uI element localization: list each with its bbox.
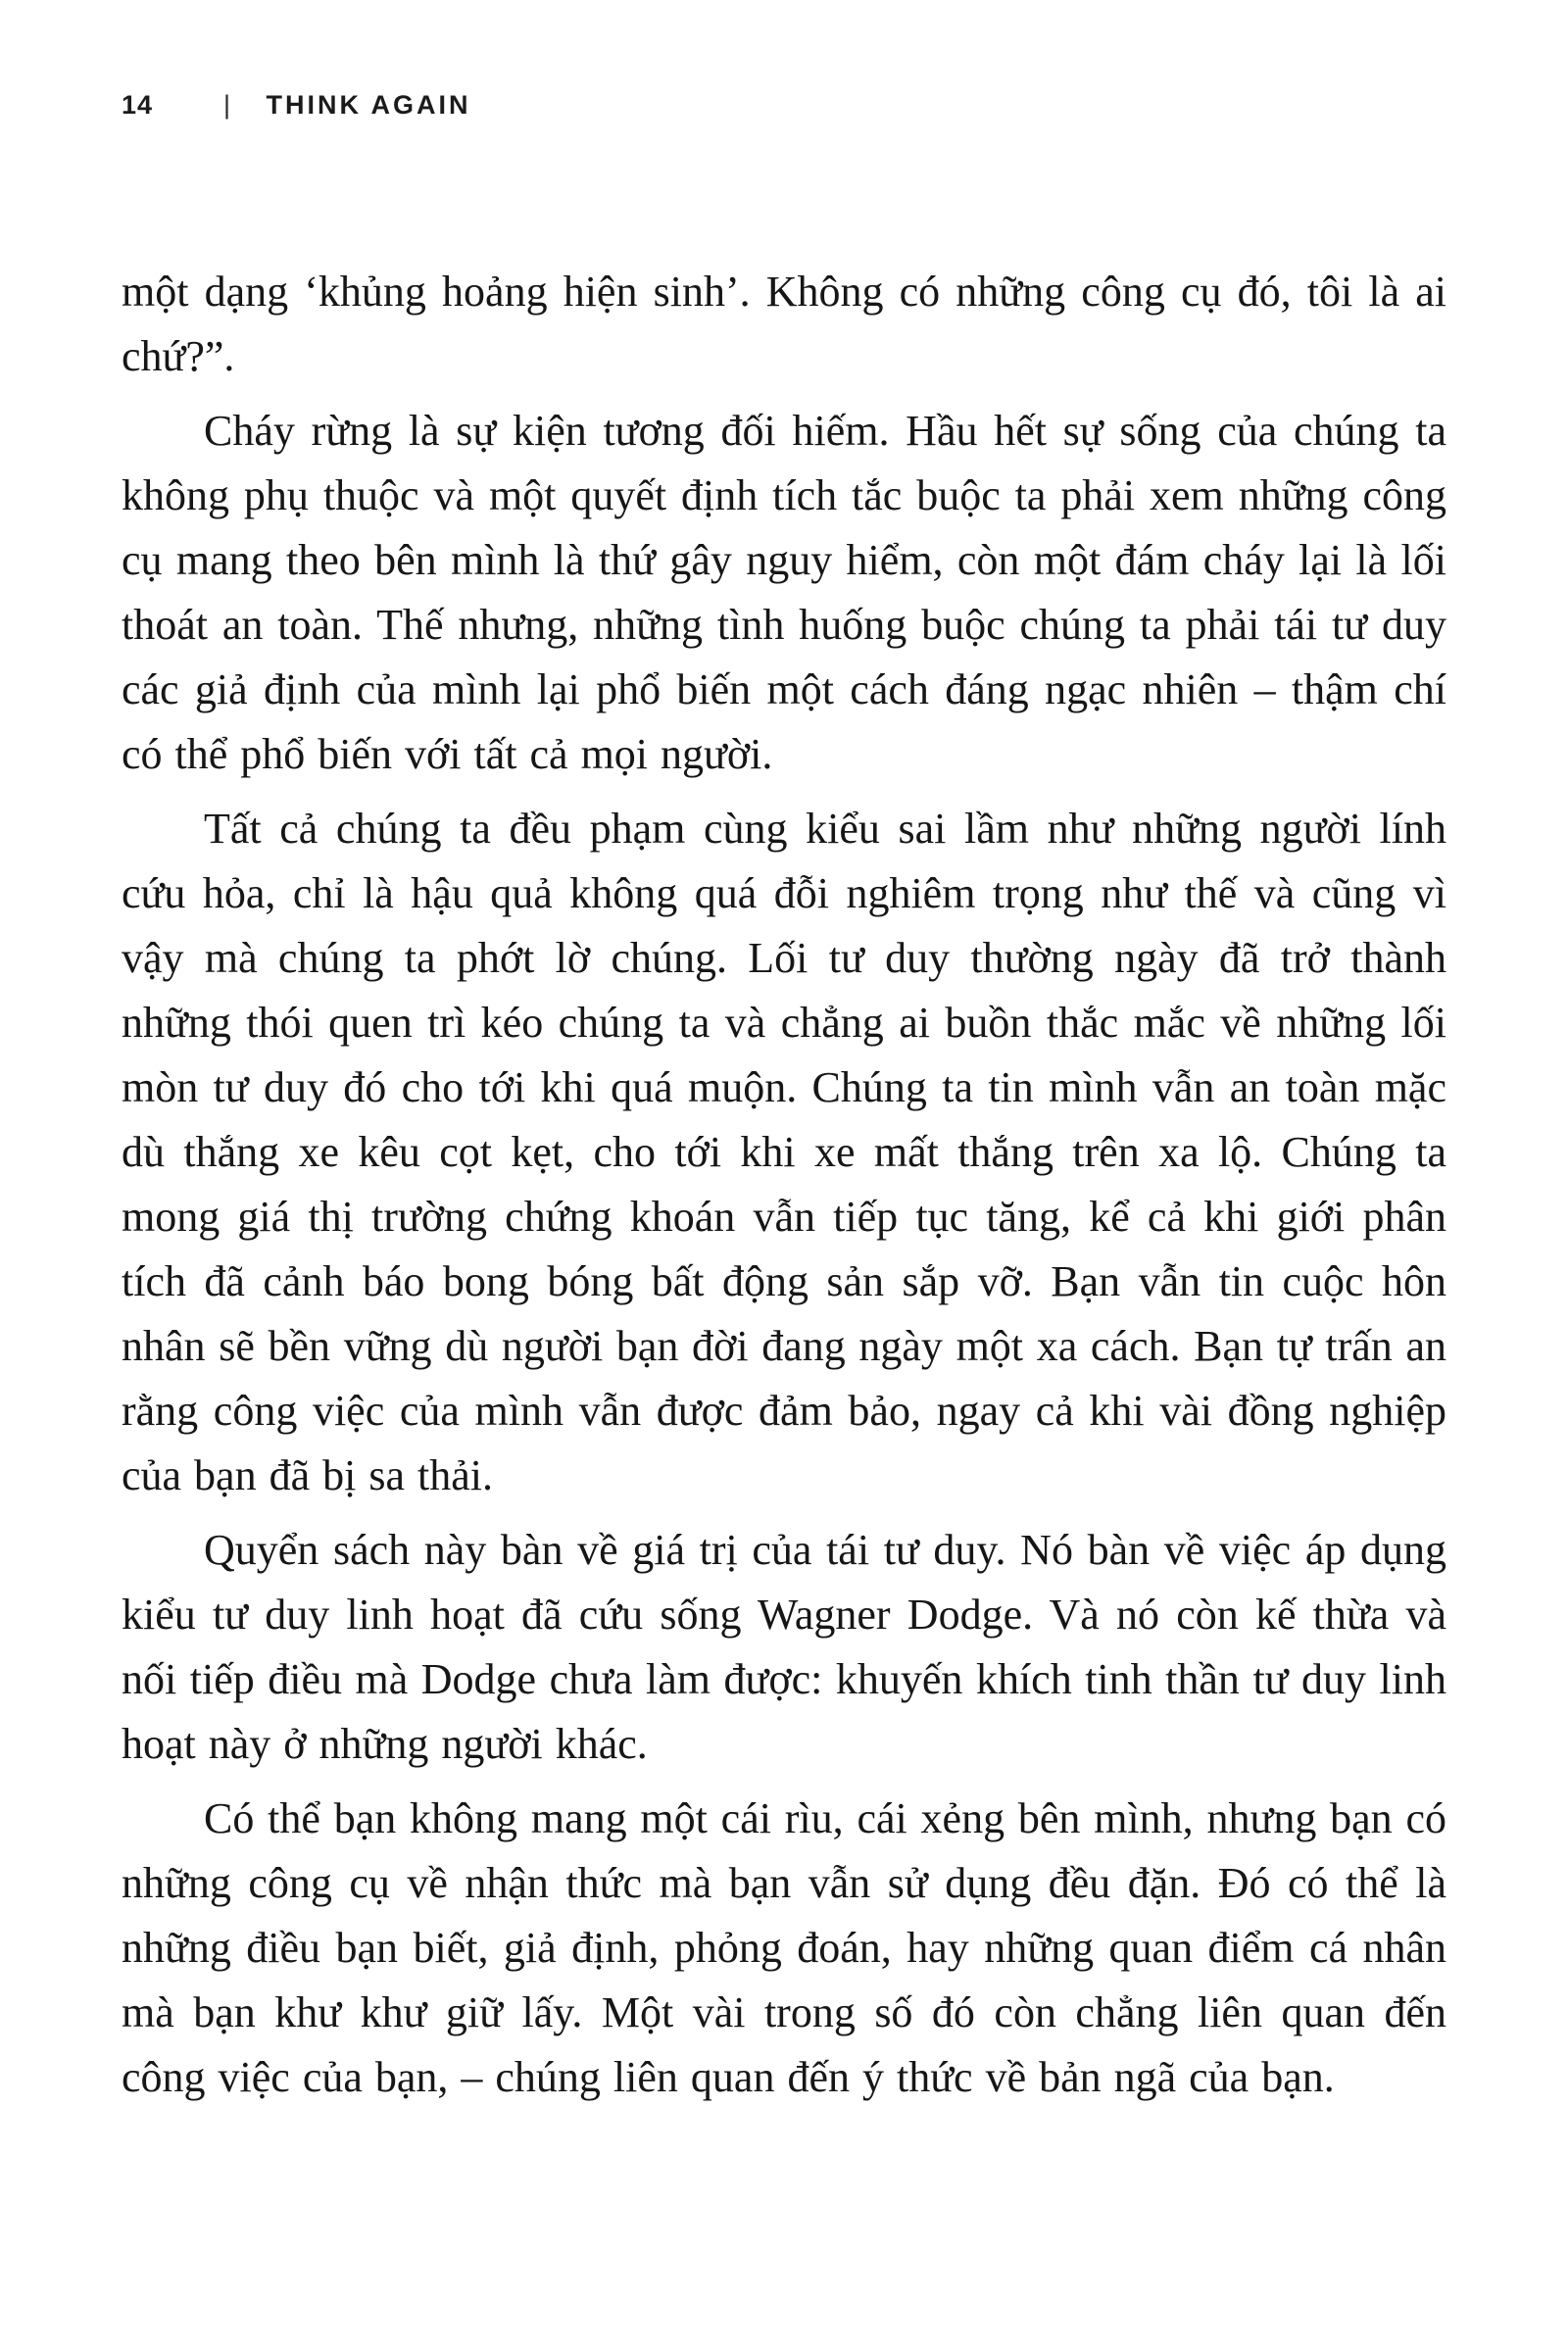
paragraph: Cháy rừng là sự kiện tương đối hiếm. Hầu hết sự sống của chúng ta không phụ thuộc và một quyết định tích tắc buộc ta phải xem những công cụ mang theo bên mình là thứ gây nguy hiểm, còn một đám cháy lại là lối thoát an toàn. Thế nhưng, những tình huống buộc chúng ta phải tái tư duy các giả định của mình lại phổ biến một cách đáng ngạc nhiên – thậm chí có thể phổ biến với tất cả mọi người. — [122, 407, 1446, 778]
page-number: 14 — [122, 90, 154, 120]
paragraph: Quyển sách này bàn về giá trị của tái tư duy. Nó bàn về việc áp dụng kiểu tư duy linh hoạt đã cứu sống Wagner Dodge. Và nó còn kế thừa và nối tiếp điều mà Dodge chưa làm được: khuyến khích tinh thần tư duy linh hoạt này ở những người khác. — [122, 1526, 1446, 1768]
paragraph: Tất cả chúng ta đều phạm cùng kiểu sai lầm như những người lính cứu hỏa, chỉ là hậu quả không quá đỗi nghiêm trọng như thế và cũng vì vậy mà chúng ta phớt lờ chúng. Lối tư duy thường ngày đã trở thành những thói quen trì kéo chúng ta và chẳng ai buồn thắc mắc về những lối mòn tư duy đó cho tới khi quá muộn. Chúng ta tin mình vẫn an toàn mặc dù thắng xe kêu cọt kẹt, cho tới khi xe mất thắng trên xa lộ. Chúng ta mong giá thị trường chứng khoán vẫn tiếp tục tăng, kể cả khi giới phân tích đã cảnh báo bong bóng bất động sản sắp vỡ. Bạn vẫn tin cuộc hôn nhân sẽ bền vững dù người bạn đời đang ngày một xa cách. Bạn tự trấn an rằng công việc của mình vẫn được đảm bảo, ngay cả khi vài đồng nghiệp của bạn đã bị sa thải. — [122, 805, 1446, 1499]
running-header — [122, 90, 1446, 121]
paragraph: Có thể bạn không mang một cái rìu, cái xẻng bên mình, nhưng bạn có những công cụ về nhận thức mà bạn vẫn sử dụng đều đặn. Đó có thể là những điều bạn biết, giả định, phỏng đoán, hay những quan điểm cá nhân mà bạn khư khư giữ lấy. Một vài trong số đó còn chẳng liên quan đến công việc của bạn, – chúng liên quan đến ý thức về bản ngã của bạn. — [122, 1794, 1446, 2101]
paragraph: một dạng ‘khủng hoảng hiện sinh’. Không có những công cụ đó, tôi là ai chứ?”. — [122, 268, 1446, 380]
book-title: THINK AGAIN — [266, 90, 471, 120]
header-separator: | — [223, 90, 233, 120]
page-body-text — [122, 260, 1446, 2110]
